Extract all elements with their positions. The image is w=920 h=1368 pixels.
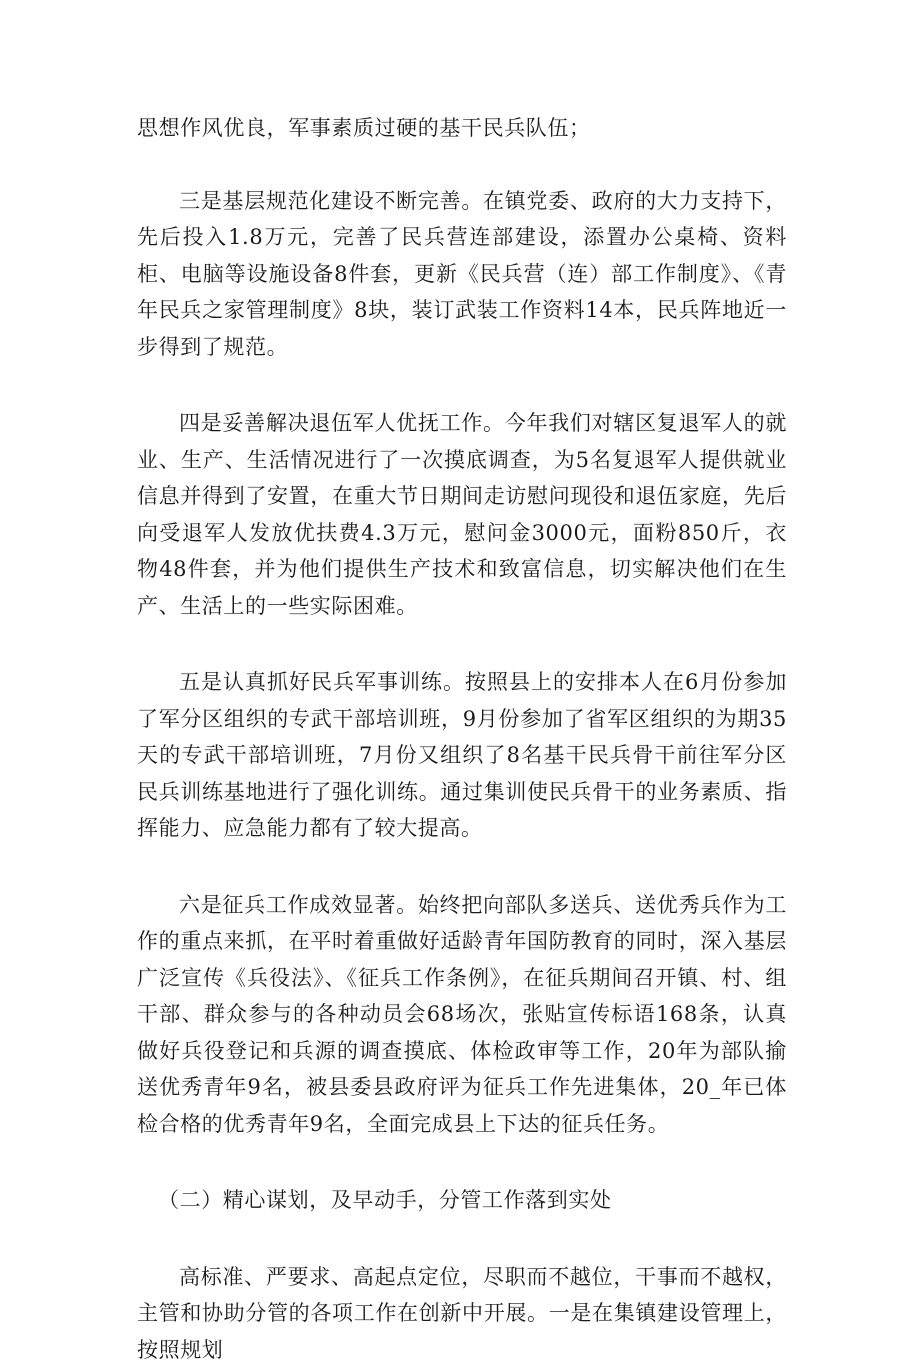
paragraph-veteran-care: 四是妥善解决退伍军人优抚工作。今年我们对辖区复退军人的就业、生产、生活情况进行了一次摸底调查，为5名复退军人提供就业信息并得到了安置，在重大节日期间走访慰问现役和退伍家庭，先后向受退军人发放优扶费4.3万元，慰问金3000元，面粉850斤，衣物48件套，并为他们提供生产技术和致富信息，切实解决他们在生产、生活上的一些实际困难。 bbox=[137, 405, 787, 624]
paragraph-continuation: 思想作风优良，军事素质过硬的基干民兵队伍； bbox=[137, 110, 787, 147]
paragraph-management: 高标准、严要求、高起点定位，尽职而不越位，干事而不越权，主管和协助分管的各项工作在创新中开展。一是在集镇建设管理上，按照规划 bbox=[137, 1259, 787, 1368]
paragraph-militia-training: 五是认真抓好民兵军事训练。按照县上的安排本人在6月份参加了军分区组织的专武干部培训班，9月份参加了省军区组织的为期35天的专武干部培训班，7月份又组织了8名基干民兵骨干前往军分区民兵训练基地进行了强化训练。通过集训使民兵骨干的业务素质、指挥能力、应急能力都有了较大提高。 bbox=[137, 664, 787, 847]
section-heading: （二）精心谋划，及早动手，分管工作落到实处 bbox=[137, 1182, 787, 1219]
paragraph-conscription: 六是征兵工作成效显著。始终把向部队多送兵、送优秀兵作为工作的重点来抓，在平时着重做好适龄青年国防教育的同时，深入基层广泛宣传《兵役法》、《征兵工作条例》，在征兵期间召开镇、村、组干部、群众参与的各种动员会68场次，张贴宣传标语168条，认真做好兵役登记和兵源的调查摸底、体检政审等工作，20年为部队揄送优秀青年9名，被县委县政府评为征兵工作先进集体，20_年已体检合格的优秀青年9名，全面完成县上下达的征兵任务。 bbox=[137, 887, 787, 1143]
paragraph-grassroots-construction: 三是基层规范化建设不断完善。在镇党委、政府的大力支持下，先后投入1.8万元，完善了民兵营连部建设，添置办公桌椅、资料柜、电脑等设施设备8件套，更新《民兵营（连）部工作制度》、《青年民兵之家管理制度》8块，装订武装工作资料14本，民兵阵地近一步得到了规范。 bbox=[137, 183, 787, 366]
